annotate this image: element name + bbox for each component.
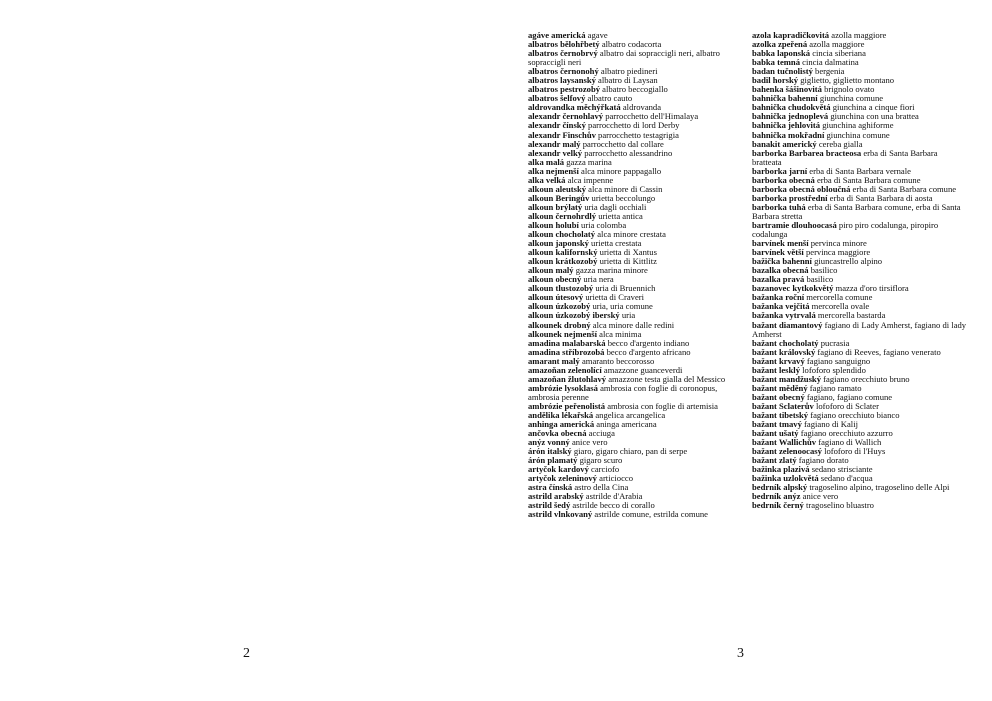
entry-translation: erba di Santa Barbara vernale: [807, 165, 911, 176]
entry-translation: giuncastrello alpino: [811, 256, 883, 267]
entry-headword: alkounek nejmenší: [528, 328, 598, 339]
entry-headword: alexandr Finschův: [528, 129, 596, 140]
dictionary-entry: [752, 203, 967, 221]
entry-headword: astrild šedý: [528, 500, 571, 511]
entry-headword: alkoun brýlatý: [528, 201, 583, 212]
entry-headword: bazanovec kytkokvětý: [752, 283, 834, 294]
entry-translation: pucrasia: [818, 337, 850, 348]
entry-translation: carciofo: [588, 464, 620, 475]
entry-translation: alca minore pappagallo: [578, 165, 662, 176]
entry-headword: bažant zelenoocasý: [752, 446, 822, 457]
entry-headword: bahenka šášinovitá: [752, 84, 822, 95]
entry-translation: giunchina con una brattea: [828, 111, 919, 122]
entry-headword: alkoun Beringův: [528, 192, 590, 203]
entry-headword: ambrózie peřenolistá: [528, 400, 606, 411]
entry-translation: erba di Santa Barbara comune: [850, 183, 957, 194]
entry-headword: bažanka vejčitá: [752, 301, 810, 312]
entry-translation: aninga americana: [594, 419, 657, 430]
dictionary-entry: [528, 49, 743, 67]
entry-headword: alkoun tlustozobý: [528, 283, 594, 294]
dictionary-column-left: [528, 31, 743, 520]
entry-headword: bažant diamantový: [752, 319, 823, 330]
entry-headword: albatros černobrvý: [528, 48, 598, 59]
entry-headword: bažant lesklý: [752, 364, 800, 375]
entry-translation: fagiano di Wallich: [816, 437, 882, 448]
entry-headword: bedrník černý: [752, 500, 804, 511]
entry-translation: pervinca minore: [808, 238, 867, 249]
entry-translation: parrocchetto testagrigia: [595, 129, 679, 140]
entry-headword: azola kapradičkovitá: [752, 30, 830, 40]
entry-translation: albatro codacorta: [599, 39, 662, 50]
entry-headword: astrild vlnkovaný: [528, 509, 593, 520]
entry-translation: angelica arcangelica: [593, 409, 666, 420]
entry-headword: bedrník anýz: [752, 491, 801, 502]
entry-headword: bazalka obecná: [752, 265, 809, 276]
entry-translation: amazzone testa gialla del Messico: [606, 373, 726, 384]
entry-translation: cincia dalmatina: [800, 57, 859, 68]
entry-translation: ambrosia con foglie di coronopus, ambrosia perenne: [528, 382, 718, 402]
entry-headword: bažant krvavý: [752, 355, 805, 366]
entry-translation: astro della Cina: [572, 482, 629, 493]
entry-translation: astrilde comune, estrilda comune: [592, 509, 708, 520]
entry-translation: cereba gialla: [816, 138, 863, 149]
entry-headword: alkoun chocholatý: [528, 229, 596, 240]
entry-headword: babka laponská: [752, 48, 811, 59]
entry-headword: bažinka plazivá: [752, 464, 810, 475]
entry-translation: fagiano sanguigno: [804, 355, 871, 366]
entry-headword: alka malá: [528, 156, 565, 167]
entry-headword: bažant obecný: [752, 391, 805, 402]
entry-translation: astrilde d'Arabia: [583, 491, 643, 502]
entry-translation: alca impenne: [565, 174, 614, 185]
entry-translation: acciuga: [586, 428, 615, 439]
entry-translation: albatro piedineri: [598, 66, 658, 77]
entry-headword: anhinga americká: [528, 419, 595, 430]
entry-headword: artyčok zeleninový: [528, 473, 597, 484]
entry-headword: alkoun úzkozobý iberský: [528, 310, 620, 321]
entry-headword: artyčok kardový: [528, 464, 589, 475]
entry-translation: amazzone guanceverdi: [601, 364, 683, 375]
entry-translation: erba di Santa Barbara comune, erba di Santa Barbara stretta: [752, 201, 961, 221]
entry-headword: amadina malabarská: [528, 337, 606, 348]
entry-translation: erba di Santa Barbara di aosta: [827, 192, 933, 203]
entry-headword: alkoun malý: [528, 265, 574, 276]
entry-headword: barvínek větší: [752, 247, 804, 258]
entry-translation: agave: [585, 30, 608, 40]
entry-headword: albatros šelfový: [528, 93, 586, 104]
entry-translation: fagiano dorato: [796, 455, 849, 466]
entry-translation: anice vero: [800, 491, 839, 502]
entry-translation: giglietto, giglietto montano: [798, 75, 895, 86]
entry-translation: amaranto beccorosso: [579, 355, 655, 366]
entry-headword: badan tučnolistý: [752, 66, 813, 77]
page-number-left: 2: [243, 646, 250, 661]
entry-translation: pervinca maggiore: [803, 247, 871, 258]
entry-headword: barborka tuhá: [752, 201, 806, 212]
entry-translation: erba di Santa Barbara comune: [814, 174, 921, 185]
entry-translation: mercorella comune: [804, 292, 873, 303]
entry-translation: albatro di Laysan: [595, 75, 658, 86]
entry-headword: bedrník alpský: [752, 482, 808, 493]
dictionary-entry: [528, 384, 743, 402]
entry-headword: alkoun útesový: [528, 292, 584, 303]
entry-translation: bergenia: [812, 66, 845, 77]
entry-headword: alexandr čínský: [528, 120, 586, 131]
dictionary-entry: [752, 501, 967, 510]
page-number-right: 3: [737, 646, 744, 661]
entry-translation: uria di Bruennich: [593, 283, 656, 294]
entry-headword: andělika lékařská: [528, 409, 594, 420]
entry-translation: tragoselino bluastro: [803, 500, 874, 511]
entry-translation: brignolo ovato: [821, 84, 875, 95]
entry-translation: alca minima: [597, 328, 642, 339]
entry-translation: uria: [619, 310, 636, 321]
entry-headword: albatros černonohý: [528, 66, 599, 77]
entry-headword: albatros pestrozobý: [528, 84, 601, 95]
entry-translation: uria nera: [581, 274, 614, 285]
entry-translation: piro piro codalunga, piropiro codalunga: [752, 219, 939, 240]
entry-headword: bažant Wallichův: [752, 437, 817, 448]
entry-headword: bažanka vytrvalá: [752, 310, 816, 321]
entry-headword: barborka jarní: [752, 165, 808, 176]
entry-headword: bahnička chudokvětá: [752, 102, 831, 113]
entry-translation: anice vero: [569, 437, 608, 448]
entry-translation: azolla maggiore: [829, 30, 887, 40]
dictionary-column-right: [752, 31, 967, 510]
entry-headword: alkoun černohrdlý: [528, 210, 597, 221]
entry-headword: bahnička jednoplevá: [752, 111, 829, 122]
entry-headword: ančovka obecná: [528, 428, 587, 439]
dictionary-entry: [752, 149, 967, 167]
entry-headword: bahnička jehlovitá: [752, 120, 821, 131]
entry-headword: azolka zpeřená: [752, 39, 808, 50]
entry-translation: lofoforo splendido: [800, 364, 866, 375]
entry-headword: bartramie dlouhoocasá: [752, 219, 837, 230]
entry-headword: alka velká: [528, 174, 566, 185]
entry-translation: parrocchetto di lord Derby: [585, 120, 680, 131]
entry-headword: alexandr malý: [528, 138, 581, 149]
dictionary-entry: [528, 510, 743, 519]
entry-translation: fagiano di Reeves, fagiano venerato: [815, 346, 941, 357]
dictionary-entry: [752, 221, 967, 239]
entry-headword: alkoun krátkozobý: [528, 256, 598, 267]
entry-translation: fagiano, fagiano comune: [804, 391, 893, 402]
entry-translation: fagiano di Kalij: [801, 419, 858, 430]
entry-headword: babka temná: [752, 57, 800, 68]
entry-translation: parrocchetto alessandrino: [582, 147, 673, 158]
entry-translation: giaro, gigaro chiaro, pan di serpe: [571, 446, 688, 457]
entry-translation: fagiano di Lady Amherst, fagiano di lady Amherst: [752, 319, 967, 339]
entry-translation: albatro dai sopraccigli neri, albatro sopraccigli neri: [528, 48, 720, 68]
entry-translation: sedano d'acqua: [818, 473, 873, 484]
entry-translation: urietta di Kittlitz: [597, 256, 657, 267]
entry-headword: agáve americká: [528, 30, 586, 40]
entry-headword: bažant tmavý: [752, 419, 802, 430]
entry-translation: gigaro scuro: [577, 455, 623, 466]
entry-translation: sedano strisciante: [809, 464, 873, 475]
entry-translation: parrocchetto dell'Himalaya: [603, 111, 699, 122]
entry-headword: barborka obecná: [752, 174, 815, 185]
entry-headword: bažant tibetský: [752, 409, 809, 420]
entry-translation: urietta di Xantus: [597, 247, 657, 258]
entry-translation: becco d'argento indiano: [605, 337, 690, 348]
entry-headword: amarant malý: [528, 355, 580, 366]
entry-translation: alca minore di Cassin: [586, 183, 663, 194]
entry-translation: uria dagli occhiali: [582, 201, 647, 212]
entry-translation: uria colomba: [578, 219, 627, 230]
entry-headword: alkoun aleutský: [528, 183, 587, 194]
entry-headword: ambrózie lysoklasá: [528, 382, 598, 393]
entry-translation: urietta crestata: [588, 238, 642, 249]
entry-translation: giunchina comune: [824, 129, 890, 140]
entry-translation: alca minore crestata: [595, 229, 666, 240]
entry-headword: amadina stříbrozobá: [528, 346, 605, 357]
entry-translation: albatro beccogiallo: [600, 84, 668, 95]
entry-translation: albatro cauto: [585, 93, 633, 104]
entry-translation: giunchina comune: [817, 93, 884, 104]
dictionary-entry: [752, 321, 967, 339]
entry-translation: alca minore dalle redini: [590, 319, 675, 330]
entry-translation: urietta beccolungo: [589, 192, 656, 203]
entry-headword: alka nejmenší: [528, 165, 579, 176]
entry-translation: astrilde becco di corallo: [570, 500, 655, 511]
entry-translation: mercorella bastarda: [815, 310, 886, 321]
entry-headword: barborka Barbarea bracteosa: [752, 147, 862, 158]
entry-headword: bahnička mokřadní: [752, 129, 825, 140]
entry-headword: bažant mandžuský: [752, 373, 822, 384]
entry-headword: bažinka uzlokvětá: [752, 473, 819, 484]
entry-translation: lofoforo di Sclater: [813, 400, 879, 411]
entry-translation: lofoforo di l'Huys: [821, 446, 886, 457]
entry-headword: bažant měděný: [752, 382, 808, 393]
entry-translation: basilico: [808, 265, 838, 276]
entry-translation: urietta antica: [596, 210, 643, 221]
entry-headword: anýz vonný: [528, 437, 570, 448]
entry-translation: fagiano orecchiuto bianco: [808, 409, 900, 420]
entry-headword: aldrovandka měchýřkatá: [528, 102, 621, 113]
entry-headword: bažanka roční: [752, 292, 805, 303]
entry-translation: gazza marina: [564, 156, 612, 167]
entry-headword: alexandr černohlavý: [528, 111, 604, 122]
entry-translation: mazza d'oro tirsiflora: [833, 283, 909, 294]
entry-translation: mercorella ovale: [809, 301, 870, 312]
entry-headword: alkoun holubí: [528, 219, 579, 230]
entry-headword: bahnička bahenní: [752, 93, 818, 104]
entry-headword: amazoňan zelenolící: [528, 364, 602, 375]
entry-headword: bazalka pravá: [752, 274, 805, 285]
entry-translation: azolla maggiore: [807, 39, 865, 50]
entry-headword: bažant ušatý: [752, 428, 799, 439]
entry-translation: erba di Santa Barbara bratteata: [752, 147, 938, 167]
entry-translation: tragoselino alpino, tragoselino delle Alpi: [807, 482, 950, 493]
entry-headword: amazoňan žlutohlavý: [528, 373, 607, 384]
entry-translation: ambrosia con foglie di artemisia: [605, 400, 718, 411]
entry-translation: gazza marina minore: [573, 265, 648, 276]
entry-translation: parrocchetto dal collare: [580, 138, 664, 149]
entry-headword: astra čínská: [528, 482, 573, 493]
entry-headword: bažant zlatý: [752, 455, 797, 466]
entry-headword: bažant chocholatý: [752, 337, 819, 348]
entry-translation: fagiano orecchiuto azzurro: [798, 428, 893, 439]
entry-translation: fagiano orecchiuto bruno: [821, 373, 910, 384]
entry-headword: banakit americký: [752, 138, 817, 149]
entry-headword: albatros laysanský: [528, 75, 596, 86]
entry-translation: aldrovanda: [620, 102, 662, 113]
entry-translation: urietta di Craveri: [583, 292, 645, 303]
entry-headword: badil horský: [752, 75, 799, 86]
entry-translation: articiocco: [596, 473, 634, 484]
entry-translation: fagiano ramato: [807, 382, 862, 393]
entry-headword: alkoun japonský: [528, 238, 589, 249]
entry-translation: basilico: [804, 274, 834, 285]
entry-translation: becco d'argento africano: [604, 346, 691, 357]
entry-translation: cincia siberiana: [810, 48, 866, 59]
entry-headword: alexandr velký: [528, 147, 583, 158]
entry-headword: alkounek drobný: [528, 319, 591, 330]
entry-headword: barvínek menší: [752, 238, 809, 249]
entry-headword: árón plamatý: [528, 455, 578, 466]
entry-headword: alkoun kalifornský: [528, 247, 598, 258]
entry-translation: giunchina aghiforme: [820, 120, 894, 131]
entry-headword: albatros bělohřbetý: [528, 39, 600, 50]
entry-headword: bažant Sclaterův: [752, 400, 814, 411]
entry-headword: bažant královský: [752, 346, 816, 357]
entry-headword: bažička bahenní: [752, 256, 812, 267]
entry-headword: astrild arabský: [528, 491, 584, 502]
entry-headword: árón italský: [528, 446, 572, 457]
entry-headword: alkoun obecný: [528, 274, 582, 285]
entry-headword: barborka prostřední: [752, 192, 828, 203]
entry-headword: barborka obecná obloučná: [752, 183, 851, 194]
entry-headword: alkoun úzkozobý: [528, 301, 591, 312]
entry-translation: giunchina a cinque fiori: [830, 102, 915, 113]
entry-translation: uria, uria comune: [590, 301, 653, 312]
